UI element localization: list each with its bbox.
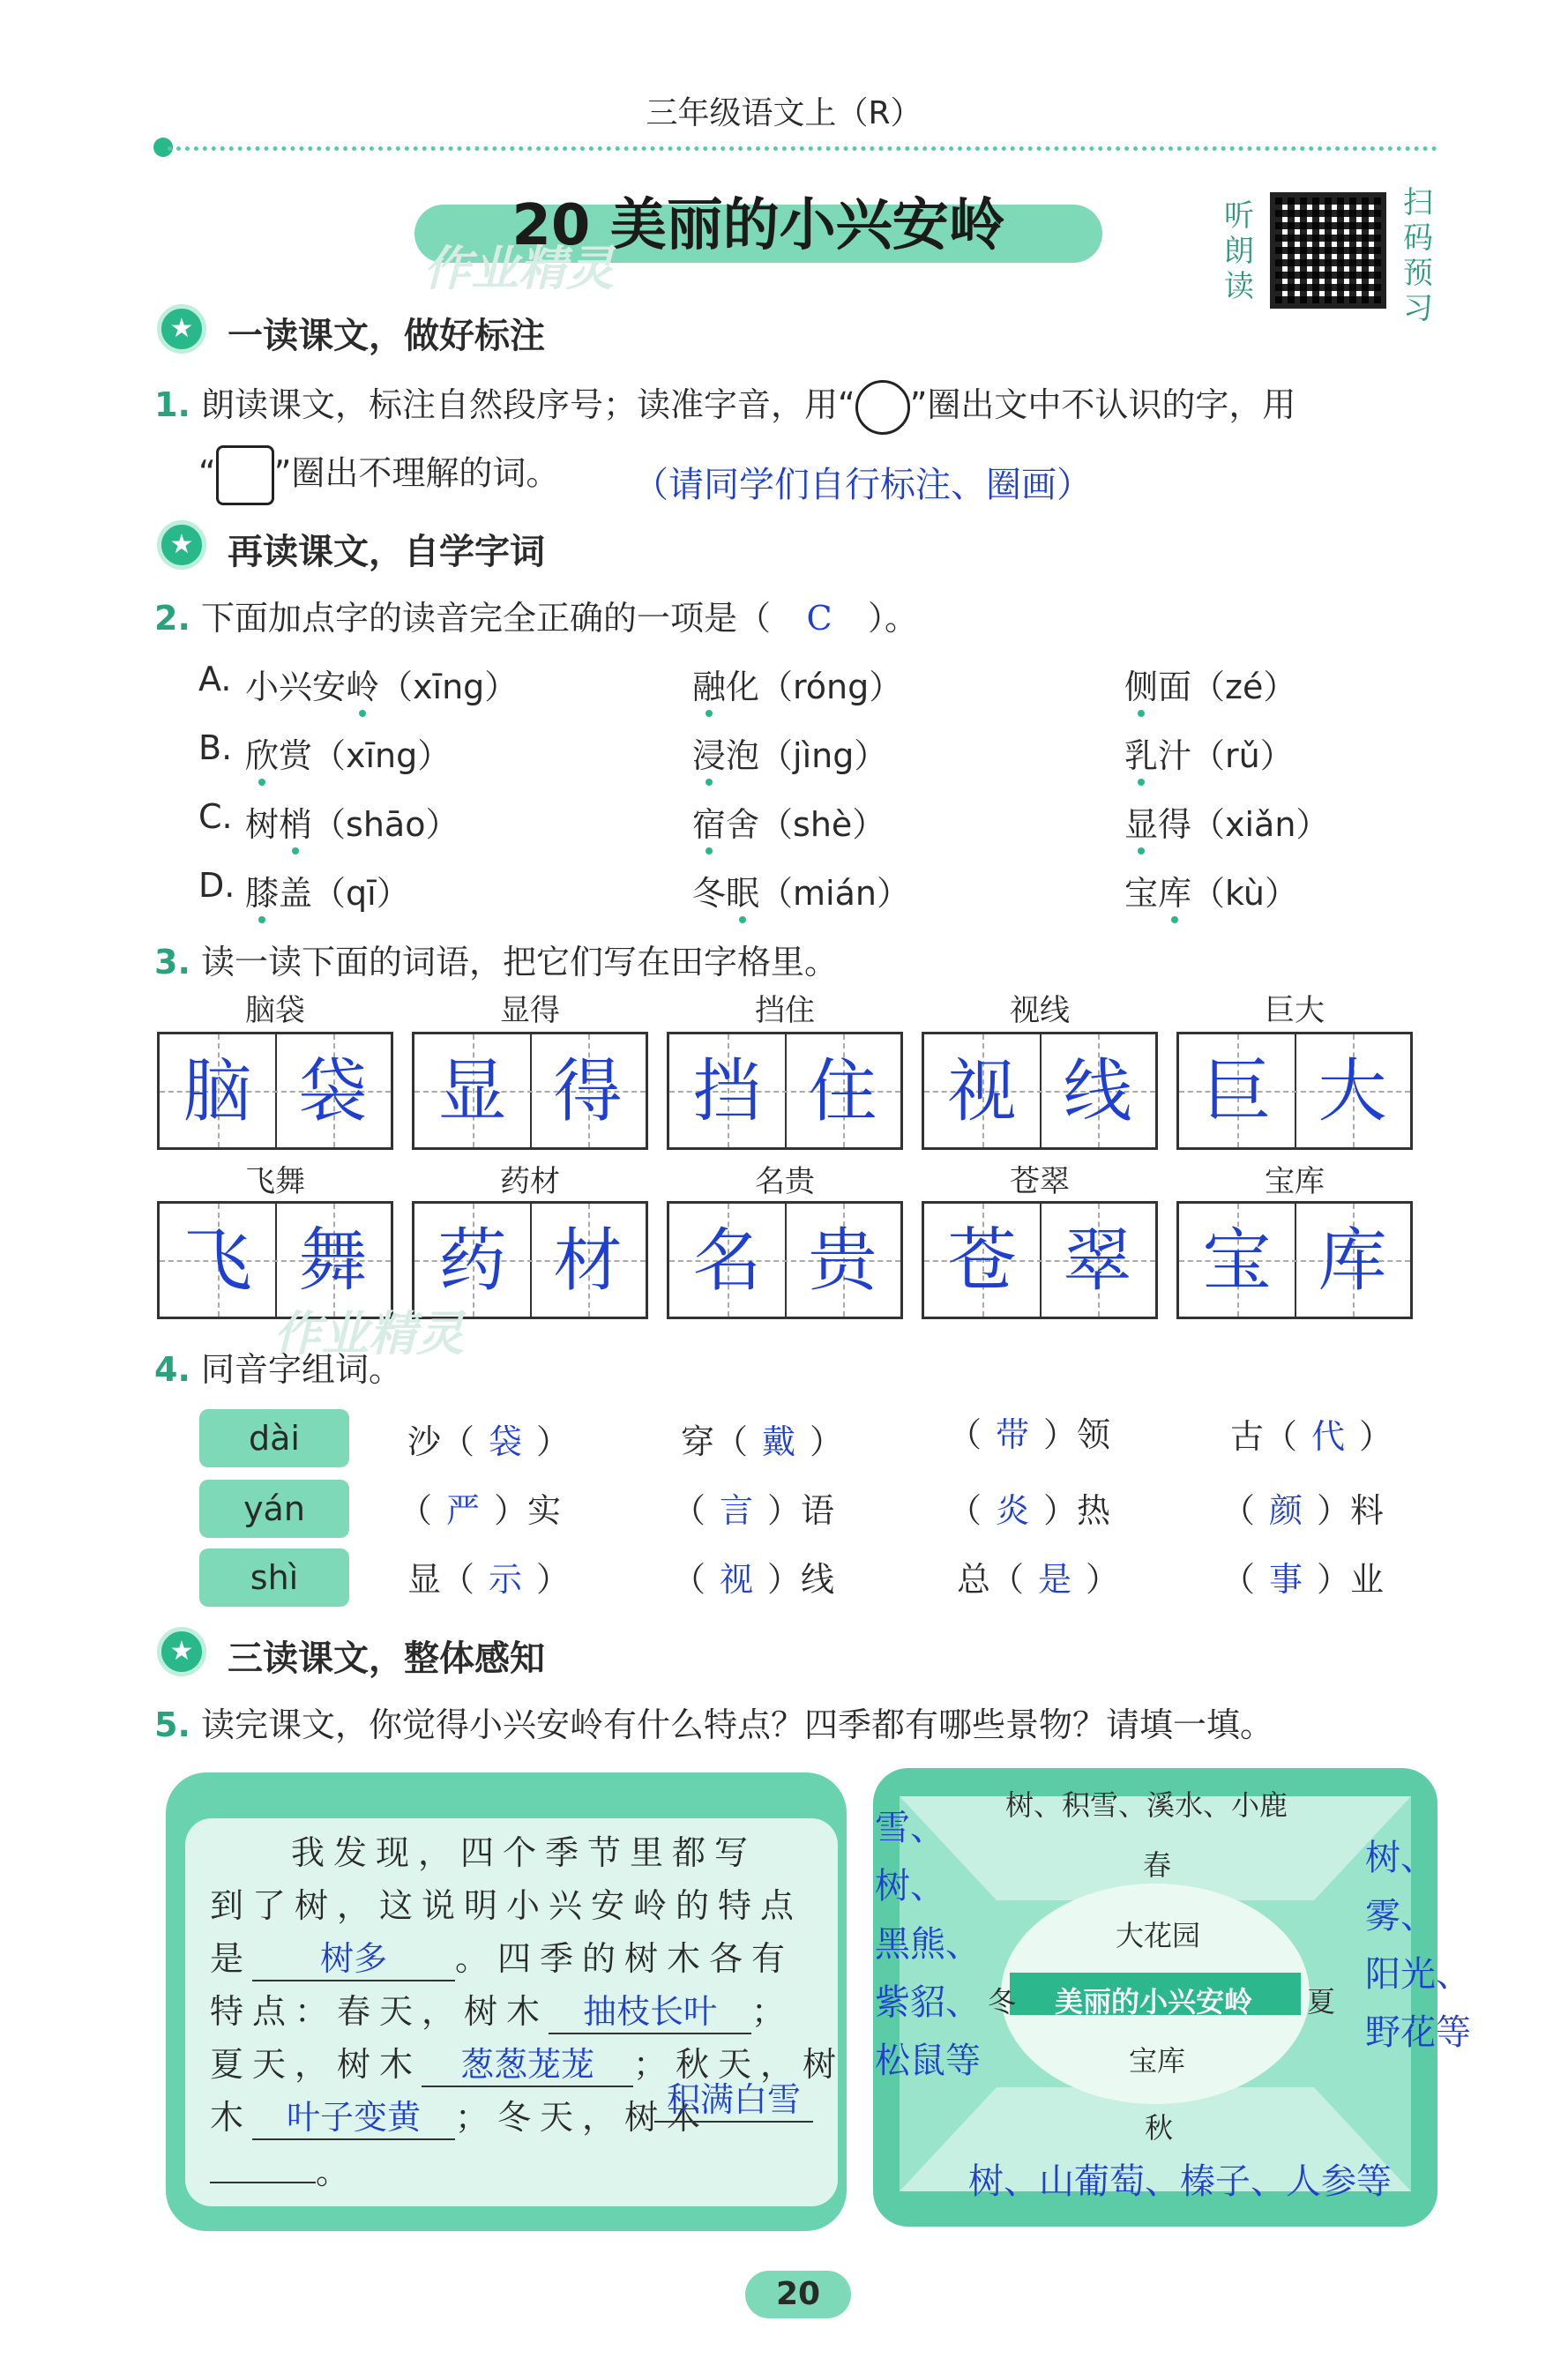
spring-label: 春: [1143, 1848, 1172, 1882]
tianzige-box[interactable]: 苍 翠: [922, 1201, 1158, 1319]
q2-stem: 2. 下面加点字的读音完全正确的一项是（ C ）。: [154, 599, 919, 638]
homophone-item: （ 严 ）实: [399, 1491, 562, 1530]
grid-label: 脑袋: [245, 993, 305, 1028]
q4-stem: 4. 同音字组词。: [154, 1350, 402, 1389]
tianzige-box[interactable]: 显 得: [412, 1032, 648, 1150]
tianzige-box[interactable]: 宝 库: [1176, 1201, 1413, 1319]
homophone-item: （ 炎 ）热: [948, 1491, 1111, 1530]
option-a-1: 小兴安岭（xīng）: [245, 668, 519, 706]
option-d-label: D.: [198, 866, 235, 905]
card-line-1: 我发现，四个季节里都写: [291, 1833, 758, 1872]
answer-autumn: 叶子变黄: [252, 2090, 455, 2140]
homophone-item: 穿（ 戴 ）: [681, 1422, 844, 1461]
autumn-label: 秋: [1145, 2111, 1174, 2145]
homophone-item: 显（ 示 ）: [407, 1560, 571, 1599]
card-line-7: 。: [210, 2145, 358, 2193]
option-b-1: 欣赏（xīng）: [245, 736, 452, 775]
homophone-item: （ 视 ）线: [672, 1560, 835, 1599]
card-line-5: 夏天，树木 葱葱茏茏 ；秋天，树: [210, 2037, 845, 2087]
grid-label: 显得: [500, 993, 560, 1028]
grid-label: 药材: [500, 1164, 560, 1199]
winter-answer: 雪、 树、 黑熊、 紫貂、 松鼠等: [875, 1808, 981, 2081]
q1-answer: （请同学们自行标注、圈画）: [633, 465, 1092, 505]
tianzige-box[interactable]: 名 贵: [667, 1201, 903, 1319]
option-b-label: B.: [198, 728, 233, 767]
page-number: 20: [745, 2271, 851, 2318]
option-c-label: C.: [198, 797, 233, 836]
spring-items: 树、积雪、溪水、小鹿: [1005, 1788, 1288, 1822]
answer-spring: 抽枝长叶: [549, 1984, 751, 2034]
grid-label: 名贵: [755, 1164, 815, 1199]
q3-stem: 3. 读一读下面的词语，把它们写在田字格里。: [154, 943, 838, 981]
watermark: 作业精灵: [273, 1306, 464, 1362]
option-a-2: 融化（róng）: [692, 668, 903, 706]
homophone-item: 古（ 代 ）: [1230, 1417, 1393, 1456]
pinyin-pill: dài: [199, 1409, 349, 1467]
grid-label: 巨大: [1265, 993, 1325, 1028]
pinyin-pill: shì: [199, 1548, 349, 1607]
homophone-item: 沙（ 袋 ）: [407, 1422, 571, 1461]
option-d-1: 膝盖（qī）: [245, 874, 410, 913]
option-b-3: 乳汁（rǔ）: [1124, 736, 1294, 775]
answer-winter: 积满白雪: [654, 2072, 813, 2123]
star-badge-icon: ★: [157, 1627, 206, 1676]
center-label: 美丽的小兴安岭: [1055, 1985, 1253, 2019]
q5-stem: 5. 读完课文，你觉得小兴安岭有什么特点？四季都有哪些景物？请填一填。: [154, 1705, 1273, 1744]
summer-answer: 树、 雾、 阳光、 野花等: [1365, 1838, 1471, 2053]
card-line-3: 是 树多 。四季的树木各有: [210, 1931, 794, 1981]
option-c-1: 树梢（shāo）: [245, 805, 459, 844]
winter-label: 冬: [988, 1985, 1017, 2019]
qr-caption-left: 听 朗 读: [1224, 198, 1254, 304]
qr-caption-right: 扫 码 预 习: [1403, 185, 1433, 326]
grid-label: 飞舞: [245, 1164, 305, 1199]
option-c-3: 显得（xiǎn）: [1124, 805, 1330, 844]
star-badge-icon: ★: [157, 304, 206, 354]
homophone-item: （ 言 ）语: [672, 1491, 835, 1530]
answer-summer: 葱葱茏茏: [422, 2037, 633, 2087]
page-title: 20 美丽的小兴安岭: [511, 193, 1005, 258]
option-b-2: 浸泡（jìng）: [692, 736, 888, 775]
star-badge-icon: ★: [157, 520, 206, 570]
garden-label: 大花园: [1116, 1919, 1201, 1952]
grid-label: 视线: [1010, 993, 1070, 1028]
option-d-3: 宝库（kù）: [1124, 874, 1298, 913]
card-line-4: 特点：春天，树木 抽枝长叶 ；: [210, 1984, 794, 2034]
option-a-3: 侧面（zé）: [1124, 668, 1297, 706]
watermark: 作业精灵: [423, 241, 614, 296]
tianzige-box[interactable]: 药 材: [412, 1201, 648, 1319]
q2-answer: C: [806, 599, 833, 638]
option-a-label: A.: [198, 660, 232, 698]
summer-label: 夏: [1307, 1985, 1336, 2019]
qr-code-icon[interactable]: [1270, 192, 1386, 309]
option-c-2: 宿舍（shè）: [692, 805, 886, 844]
homophone-item: （ 事 ）业: [1221, 1560, 1385, 1599]
q1-line1: 1. 朗读课文，标注自然段序号；读准字音，用“ ”圈出文中不认识的字，用: [154, 377, 1295, 435]
answer-feature: 树多: [252, 1931, 455, 1981]
homophone-item: （ 颜 ）料: [1221, 1491, 1385, 1530]
square-symbol-icon: [216, 445, 274, 505]
tianzige-box[interactable]: 脑 袋: [157, 1032, 393, 1150]
card-line-2: 到了树，这说明小兴安岭的特点: [210, 1886, 803, 1925]
treasure-label: 宝库: [1129, 2044, 1186, 2078]
option-d-2: 冬眠（mián）: [692, 874, 910, 913]
autumn-answer: 树、山葡萄、榛子、人参等: [968, 2161, 1392, 2202]
homophone-item: 总（ 是 ）: [957, 1560, 1120, 1599]
tianzige-box[interactable]: 巨 大: [1176, 1032, 1413, 1150]
grid-label: 挡住: [755, 993, 815, 1028]
tianzige-box[interactable]: 视 线: [922, 1032, 1158, 1150]
running-header: 三年级语文上（R）: [646, 95, 922, 131]
header-divider: [168, 146, 1437, 151]
grid-label: 宝库: [1265, 1164, 1325, 1199]
card-line-6: 木 叶子变黄 ；冬天，树木: [210, 2090, 709, 2140]
tianzige-box[interactable]: 飞 舞: [157, 1201, 393, 1319]
pinyin-pill: yán: [199, 1480, 349, 1538]
homophone-item: （ 带 ）领: [948, 1415, 1111, 1454]
q1-line2: “ ”圈出不理解的词。: [198, 445, 559, 505]
circle-symbol-icon: [855, 380, 910, 435]
tianzige-box[interactable]: 挡 住: [667, 1032, 903, 1150]
grid-label: 苍翠: [1010, 1164, 1070, 1199]
